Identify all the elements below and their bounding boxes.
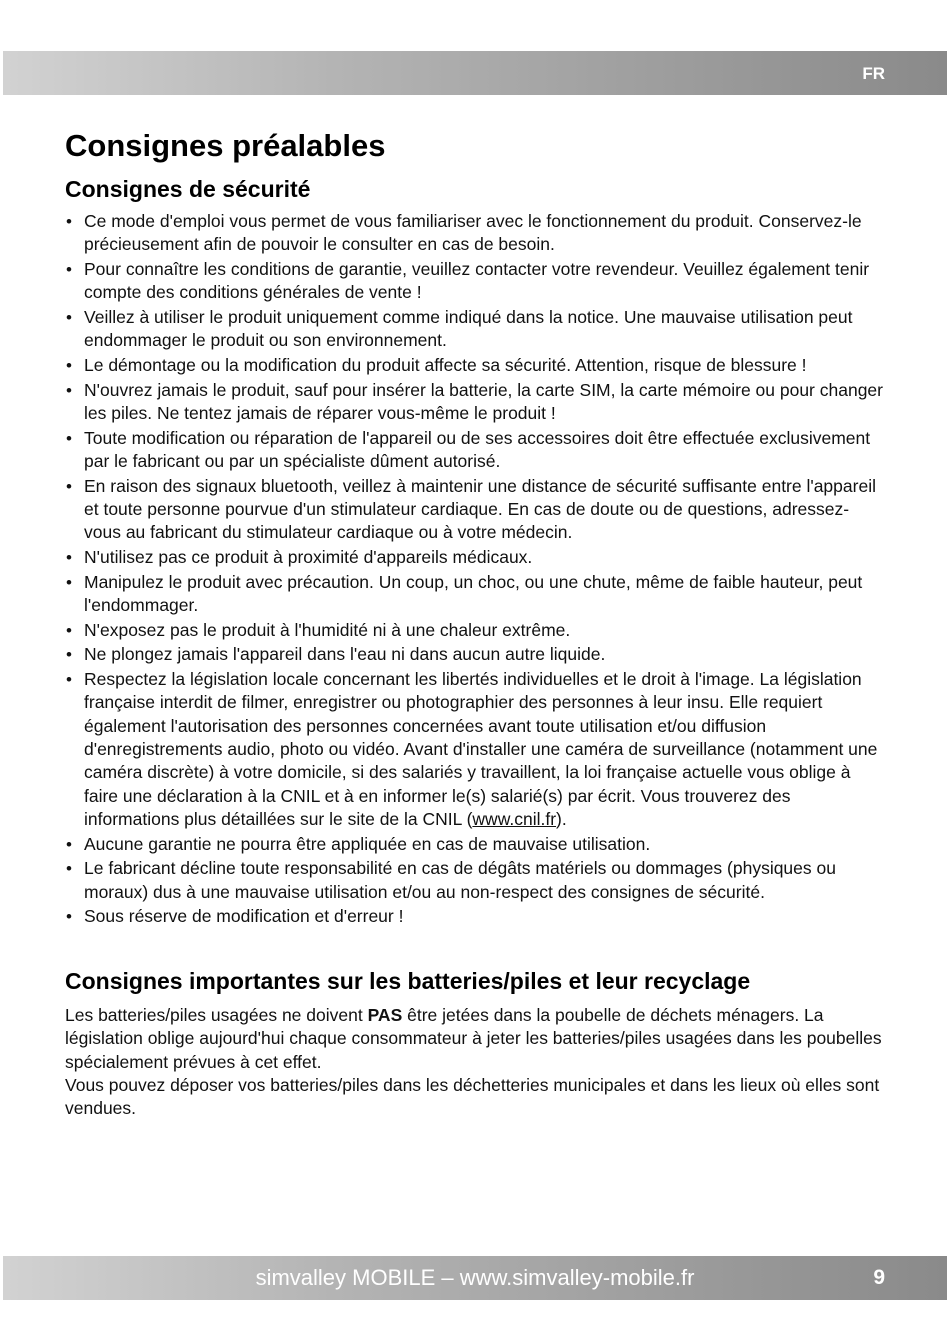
list-item — [65, 905, 885, 928]
bullet-icon: • — [66, 380, 72, 400]
list-item-text: Aucune garantie ne pourra être appliquée en cas de mauvaise utilisation. — [84, 833, 651, 854]
paragraph-text: être jetées dans la poubelle de déchets ménagers. La législation oblige aujourd'hui chaque consommateur à jeter les batteries/piles usagées dans les poubelles spécialement prévues à cet effet. — [65, 1004, 882, 1072]
bullet-icon: • — [66, 620, 72, 640]
list-item-text: N'utilisez pas ce produit à proximité d'appareils médicaux. — [84, 547, 533, 567]
batteries-heading: Consignes importantes sur les batteries/piles et leur recyclage — [65, 967, 751, 994]
safety-heading: Consignes de sécurité — [65, 176, 311, 202]
list-item — [65, 475, 885, 545]
bullet-icon: • — [66, 476, 72, 496]
bullet-icon: • — [66, 859, 72, 879]
list-item-text: Veillez à utiliser le produit uniquement comme indiqué dans la notice. Une mauvaise utilisation peut endommager le produit ou son environnement. — [84, 307, 853, 351]
batteries-paragraph-1 — [65, 1004, 885, 1074]
list-item — [65, 643, 885, 666]
list-item — [65, 857, 885, 904]
list-item-text: En raison des signaux bluetooth, veillez à maintenir une distance de sécurité suffisante entre l'appareil et toute personne pourvue d'un stimulateur cardiaque. En cas de doute ou de questions, adressez-vous au fabricant du stimulateur cardiaque ou à votre médecin. — [84, 475, 876, 543]
list-item — [65, 833, 885, 856]
footer-website-text: simvalley MOBILE – www.simvalley-mobile.fr — [255, 1265, 695, 1290]
bullet-icon: • — [66, 572, 72, 592]
list-item — [65, 210, 885, 257]
bullet-icon: • — [66, 428, 72, 448]
header-bar — [3, 51, 947, 95]
list-item — [65, 258, 885, 305]
batteries-paragraph-2: Vous pouvez déposer vos batteries/piles dans les déchetteries municipales et dans les lieux où elles sont vendues. — [65, 1075, 880, 1119]
list-item — [65, 546, 885, 569]
page-number: 9 — [873, 1266, 885, 1289]
bullet-icon: • — [66, 212, 72, 231]
emphasis-text: PAS — [367, 1004, 403, 1025]
page-content — [65, 124, 885, 1121]
list-item-text: Ce mode d'emploi vous permet de vous familiariser avec le fonctionnement du produit. Conservez-le précieusement afin de pouvoir le consulter en cas de besoin. — [84, 211, 862, 255]
list-item-text: Toute modification ou réparation de l'appareil ou de ses accessoires doit être effectuée exclusivement par le fabricant ou par un spécialiste dûment autorisé. — [84, 427, 871, 471]
list-item-text: N'ouvrez jamais le produit, sauf pour insérer la batterie, la carte SIM, la carte mémoire ou pour changer les piles. Ne tentez jamais de réparer vous-même le produit ! — [84, 379, 883, 423]
language-label: FR — [862, 64, 885, 83]
list-item-text: Pour connaître les conditions de garantie, veuillez contacter votre revendeur. Veuillez également tenir compte des conditions générales de vente ! — [84, 259, 870, 303]
bullet-icon: • — [66, 645, 72, 665]
list-item-text: Ne plongez jamais l'appareil dans l'eau ni dans aucun autre liquide. — [84, 644, 606, 665]
bullet-icon: • — [66, 669, 72, 689]
bullet-icon: • — [66, 356, 72, 375]
list-item — [65, 427, 885, 474]
list-item — [65, 306, 885, 353]
list-item — [65, 668, 885, 832]
bullet-icon: • — [66, 907, 72, 927]
list-item — [65, 354, 885, 377]
bullet-icon: • — [66, 834, 72, 854]
list-item — [65, 571, 885, 618]
list-item-text: Respectez la législation locale concernant les libertés individuelles et le droit à l'image. La législation française interdit de filmer, enregistrer ou photographier des personnes à leur insu. Elle requiert également l'autorisation des personnes concernées avant toute utilisation et/ou diffusion d'enregistrements audio, photo ou vidéo. Avant d'installer une caméra de surveillance (notamment une caméra discrète) à votre domicile, si des salariés y travaillent, la loi française actuelle vous oblige à faire une déclaration à la CNIL et à en informer le(s) salarié(s) par écrit. Vous trouverez des informations plus détaillées sur le site de la CNIL ( — [84, 668, 878, 830]
list-item — [65, 619, 885, 642]
safety-list — [65, 210, 885, 929]
bullet-icon: • — [66, 308, 72, 327]
list-item-text: Sous réserve de modification et d'erreur ! — [84, 906, 404, 927]
list-item-text: Le fabricant décline toute responsabilité en cas de dégâts matériels ou dommages (physiques ou moraux) dus à une mauvaise utilisation et/ou au non-respect des consignes de sécurité. — [84, 858, 836, 902]
list-item-text-end: ). — [556, 809, 567, 830]
cnil-link[interactable]: www.cnil.fr — [472, 809, 557, 830]
paragraph-text: Les batteries/piles usagées ne doivent — [65, 1004, 368, 1025]
list-item-text: Le démontage ou la modification du produit affecte sa sécurité. Attention, risque de blessure ! — [84, 355, 807, 375]
list-item — [65, 379, 885, 426]
bullet-icon: • — [66, 260, 72, 279]
list-item-text: Manipulez le produit avec précaution. Un coup, un choc, ou une chute, même de faible hauteur, peut l'endommager. — [84, 571, 863, 615]
bullet-icon: • — [66, 548, 72, 567]
page-title: Consignes préalables — [65, 128, 386, 163]
list-item-text: N'exposez pas le produit à l'humidité ni à une chaleur extrême. — [84, 619, 571, 640]
